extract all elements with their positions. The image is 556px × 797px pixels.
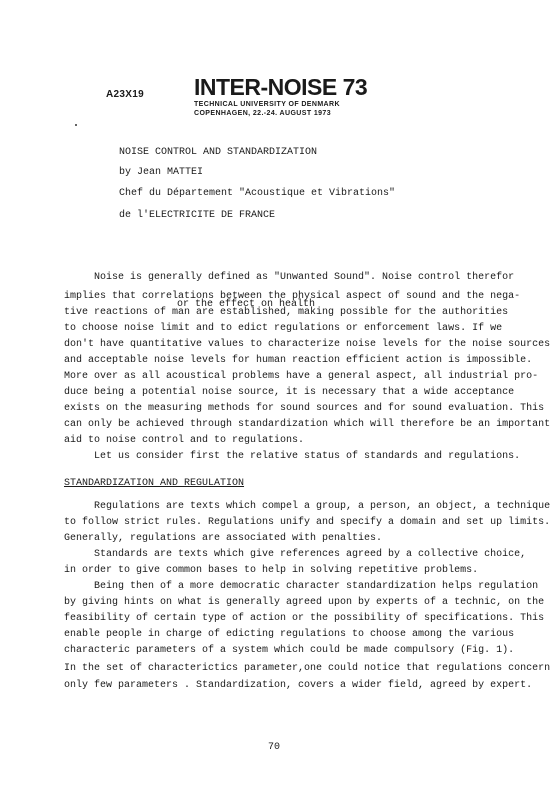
author-affiliation: de l'ELECTRICITE DE FRANCE [119,210,276,221]
intro-line: Noise is generally defined as "Unwanted Sound". Noise control therefor [64,272,515,283]
section-line: Generally, regulations are associated with penalties. [64,533,383,544]
section-line: by giving hints on what is generally agreed upon by experts of a technic, on the [64,597,545,608]
conference-title: INTER-NOISE 73 [194,74,368,100]
intro-line: tive reactions of man are established, making possible for the authorities [64,307,509,318]
section-line: Regulations are texts which compel a group, a person, an object, a technique [64,501,551,512]
section-line: Standards are texts which give references agreed by a collective choice, [64,549,527,560]
section-heading: STANDARDIZATION AND REGULATION [64,478,245,489]
intro-line: and acceptable noise levels for human reaction efficient action is impossible. [64,355,533,366]
intro-line: can only be achieved through standardization which will therefore be an important [64,419,551,430]
section-line: in order to give common bases to help in solving repetitive problems. [64,565,479,576]
conference-university: TECHNICAL UNIVERSITY OF DENMARK [194,101,340,108]
intro-line: implies that correlations between the physical aspect of sound and the nega- [64,291,521,302]
intro-line: don't have quantitative values to characterize noise levels for the noise sources [64,339,551,350]
intro-line: duce being a potential noise source, it is necessary that a wide acceptance [64,387,515,398]
intro-line: More over as all acoustical problems have a general aspect, all industrial pro- [64,371,539,382]
section-line: feasibility of certain type of action or the possibility of specifications. This [64,613,545,624]
page-number: 70 [268,742,281,753]
conference-location: COPENHAGEN, 22.-24. AUGUST 1973 [194,110,332,117]
margin-dot [75,124,77,126]
intro-line: to choose noise limit and to edict regulations or enforcement laws. If we [64,323,503,334]
handwritten-insertion: or the effect on health [177,299,316,310]
section-line: Being then of a more democratic character standardization helps regulation [64,581,539,592]
section-line: only few parameters . Standardization, covers a wider field, agreed by expert. [64,680,533,691]
paper-code: A23X19 [106,89,144,100]
author-position: Chef du Département "Acoustique et Vibrations" [119,188,396,199]
intro-line: exists on the measuring methods for sound sources and for sound evaluation. This [64,403,545,414]
section-line: enable people in charge of edicting regulations to choose among the various [64,629,515,640]
paper-author: by Jean MATTEI [119,167,204,178]
intro-line: Let us consider first the relative status of standards and regulations. [64,451,521,462]
section-line: In the set of characterictics parameter,one could notice that regulations concern [64,663,551,674]
section-line: to follow strict rules. Regulations unify and specify a domain and set up limits. [64,517,551,528]
section-line: characteric parameters of a system which could be made compulsory (Fig. 1). [64,645,515,656]
intro-line: aid to noise control and to regulations. [64,435,305,446]
paper-title: NOISE CONTROL AND STANDARDIZATION [119,147,318,158]
